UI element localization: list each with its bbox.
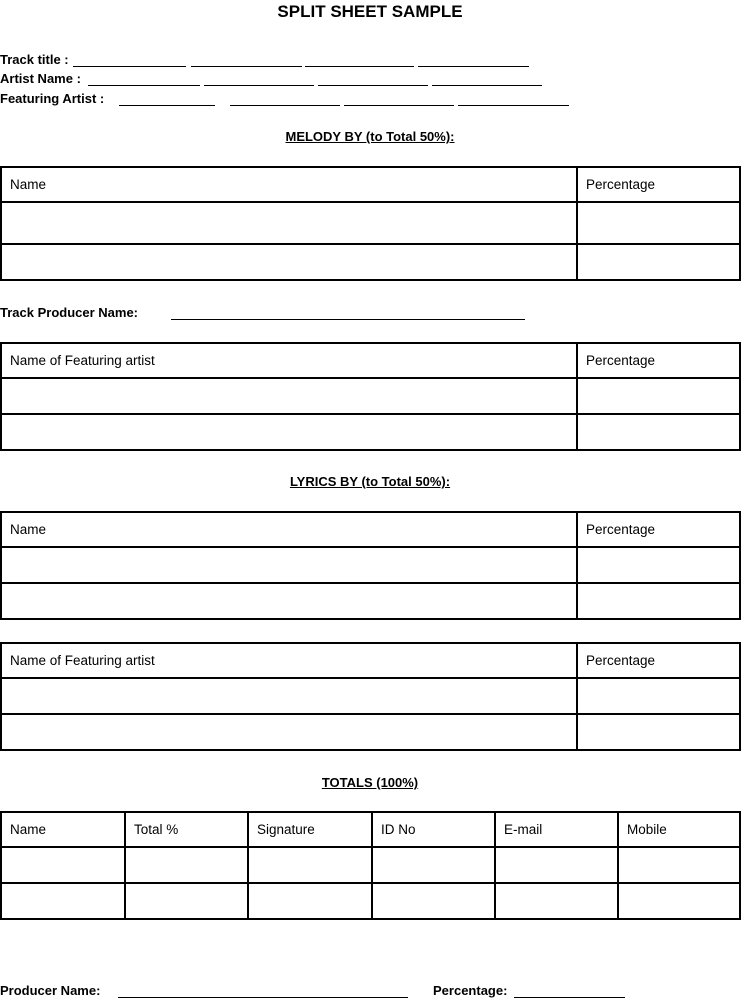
- featuring-artist-field[interactable]: [344, 105, 454, 106]
- cell-percentage[interactable]: [577, 714, 740, 750]
- artist-name-field[interactable]: [204, 85, 314, 86]
- producer-name-field[interactable]: [118, 997, 408, 998]
- cell-percentage[interactable]: [577, 202, 740, 244]
- artist-name-label: Artist Name :: [0, 71, 81, 86]
- producer-name-label: Producer Name:: [0, 983, 101, 998]
- cell-name[interactable]: [1, 547, 577, 583]
- track-producer-name-label: Track Producer Name:: [0, 305, 139, 320]
- cell-name[interactable]: [1, 583, 577, 619]
- melody-heading-text: MELODY BY (to Total 50%):: [285, 129, 455, 144]
- cell-total-percent[interactable]: [125, 847, 248, 883]
- cell-name[interactable]: [1, 678, 577, 714]
- cell-percentage[interactable]: [577, 378, 740, 414]
- header-percentage: Percentage: [577, 512, 740, 547]
- melody-names-table: [0, 166, 741, 281]
- cell-signature[interactable]: [248, 883, 372, 919]
- track-title-field[interactable]: [191, 66, 302, 67]
- lyrics-names-table: [0, 511, 741, 620]
- header-signature: Signature: [248, 812, 372, 847]
- header-name: Name: [1, 512, 577, 547]
- header-mobile: Mobile: [618, 812, 740, 847]
- totals-table: [0, 811, 741, 920]
- cell-name[interactable]: [1, 714, 577, 750]
- track-title-label: Track title :: [0, 52, 69, 67]
- cell-name[interactable]: [1, 202, 577, 244]
- header-email: E-mail: [495, 812, 618, 847]
- cell-id-no[interactable]: [372, 847, 495, 883]
- featuring-artist-label: Featuring Artist :: [0, 91, 105, 106]
- track-title-field[interactable]: [305, 66, 414, 67]
- artist-name-field[interactable]: [88, 85, 200, 86]
- lyrics-featuring-table: [0, 642, 741, 751]
- cell-percentage[interactable]: [577, 678, 740, 714]
- header-name: Name: [1, 812, 125, 847]
- track-title-field[interactable]: [73, 66, 186, 67]
- page-title: SPLIT SHEET SAMPLE: [277, 2, 463, 21]
- header-name: Name: [1, 167, 577, 202]
- melody-featuring-table: [0, 342, 741, 451]
- cell-email[interactable]: [495, 847, 618, 883]
- percentage-label: Percentage:: [433, 983, 508, 998]
- header-percentage: Percentage: [577, 167, 740, 202]
- cell-id-no[interactable]: [372, 883, 495, 919]
- cell-name[interactable]: [1, 244, 577, 280]
- track-title-field[interactable]: [418, 66, 529, 67]
- cell-mobile[interactable]: [618, 883, 740, 919]
- header-featuring-artist: Name of Featuring artist: [1, 643, 577, 678]
- featuring-artist-field[interactable]: [458, 105, 569, 106]
- featuring-artist-field[interactable]: [119, 105, 215, 106]
- lyrics-heading-text: LYRICS BY (to Total 50%):: [289, 474, 451, 489]
- cell-name[interactable]: [1, 883, 125, 919]
- cell-percentage[interactable]: [577, 414, 740, 450]
- cell-name[interactable]: [1, 414, 577, 450]
- artist-name-field[interactable]: [432, 85, 542, 86]
- cell-total-percent[interactable]: [125, 883, 248, 919]
- header-total-percent: Total %: [125, 812, 248, 847]
- totals-heading: [0, 775, 740, 790]
- artist-name-field[interactable]: [318, 85, 428, 86]
- totals-heading-text: TOTALS (100%): [321, 775, 419, 790]
- cell-percentage[interactable]: [577, 547, 740, 583]
- percentage-field[interactable]: [514, 997, 625, 998]
- header-percentage: Percentage: [577, 643, 740, 678]
- track-producer-name-field[interactable]: [171, 319, 525, 320]
- featuring-artist-field[interactable]: [230, 105, 340, 106]
- cell-signature[interactable]: [248, 847, 372, 883]
- lyrics-heading: [0, 474, 740, 489]
- header-featuring-artist: Name of Featuring artist: [1, 343, 577, 378]
- cell-name[interactable]: [1, 847, 125, 883]
- cell-percentage[interactable]: [577, 244, 740, 280]
- cell-name[interactable]: [1, 378, 577, 414]
- melody-heading: [0, 129, 740, 144]
- cell-percentage[interactable]: [577, 583, 740, 619]
- header-id-no: ID No: [372, 812, 495, 847]
- cell-email[interactable]: [495, 883, 618, 919]
- header-percentage: Percentage: [577, 343, 740, 378]
- cell-mobile[interactable]: [618, 847, 740, 883]
